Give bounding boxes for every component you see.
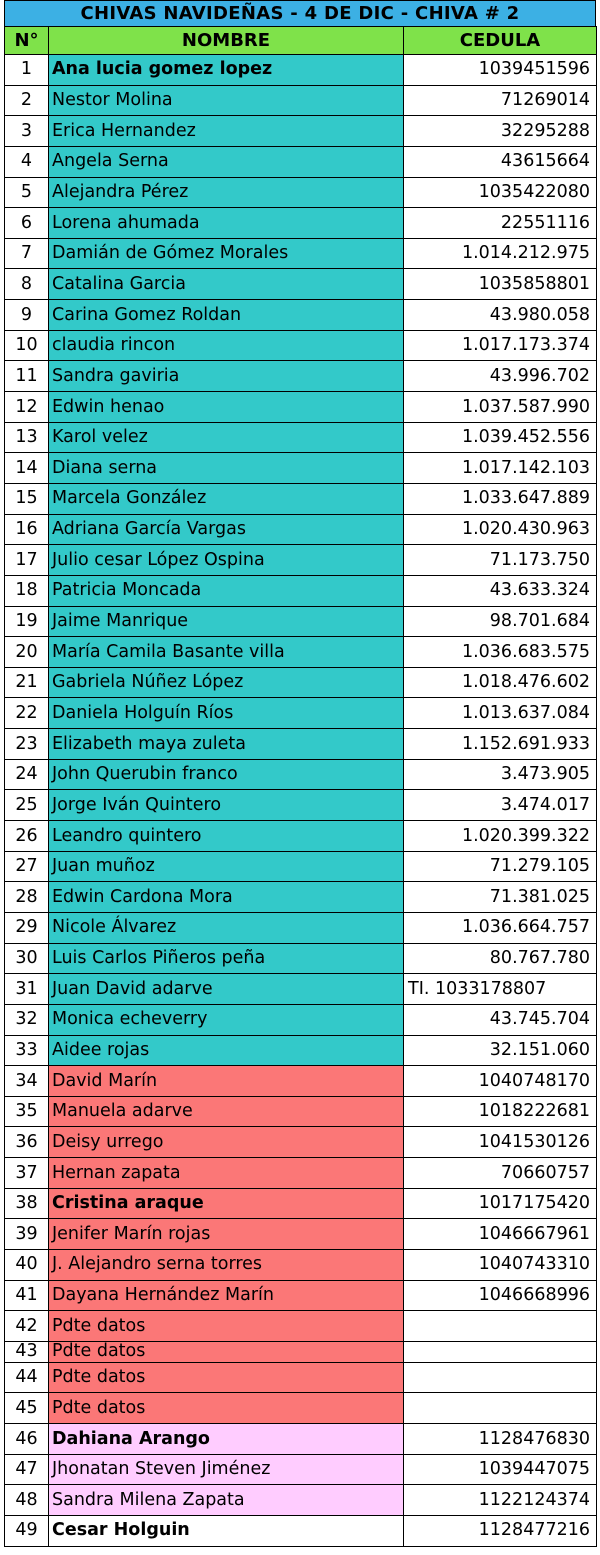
row-cedula: 1.020.430.963	[404, 514, 597, 545]
row-nombre: Lorena ahumada	[49, 208, 404, 239]
row-number: 14	[5, 453, 49, 484]
row-nombre: claudia rincon	[49, 330, 404, 361]
row-cedula: 98.701.684	[404, 606, 597, 637]
table-row	[5, 146, 597, 177]
row-number: 10	[5, 330, 49, 361]
row-cedula: 1.033.647.889	[404, 483, 597, 514]
row-cedula: 32.151.060	[404, 1035, 597, 1066]
row-number: 42	[5, 1311, 49, 1342]
row-cedula: 3.474.017	[404, 790, 597, 821]
header-number: N°	[5, 27, 49, 55]
row-cedula: 71.279.105	[404, 851, 597, 882]
row-cedula: 1128477216	[404, 1515, 597, 1546]
table-row	[5, 392, 597, 423]
row-number: 25	[5, 790, 49, 821]
row-cedula: 22551116	[404, 208, 597, 239]
row-cedula: 32295288	[404, 116, 597, 147]
table-row	[5, 821, 597, 852]
row-cedula: 1018222681	[404, 1096, 597, 1127]
row-cedula: 1035858801	[404, 269, 597, 300]
row-nombre: Pdte datos	[49, 1311, 404, 1342]
row-number: 43	[5, 1341, 49, 1362]
row-nombre: Luis Carlos Piñeros peña	[49, 943, 404, 974]
row-cedula: 71269014	[404, 85, 597, 116]
row-number: 39	[5, 1219, 49, 1250]
table-row	[5, 1515, 597, 1546]
row-number: 16	[5, 514, 49, 545]
row-cedula: 43.745.704	[404, 1004, 597, 1035]
table-row	[5, 85, 597, 116]
row-cedula: 1122124374	[404, 1485, 597, 1516]
row-cedula	[404, 1362, 597, 1393]
row-nombre: Jenifer Marín rojas	[49, 1219, 404, 1250]
table-row	[5, 1249, 597, 1280]
sheet-title: CHIVAS NAVIDEÑAS - 4 DE DIC - CHIVA # 2	[4, 0, 596, 26]
table-row	[5, 238, 597, 269]
row-cedula: 1035422080	[404, 177, 597, 208]
row-cedula: 1039451596	[404, 55, 597, 86]
row-nombre: Damián de Gómez Morales	[49, 238, 404, 269]
row-nombre: Monica echeverry	[49, 1004, 404, 1035]
row-cedula: 1040748170	[404, 1066, 597, 1097]
row-cedula: 71.381.025	[404, 882, 597, 913]
table-row	[5, 1454, 597, 1485]
table-row	[5, 1341, 597, 1362]
table-row	[5, 330, 597, 361]
row-number: 5	[5, 177, 49, 208]
table-row	[5, 453, 597, 484]
table-row	[5, 1158, 597, 1189]
table-row	[5, 177, 597, 208]
row-cedula	[404, 1341, 597, 1362]
row-nombre: Diana serna	[49, 453, 404, 484]
row-nombre: Deisy urrego	[49, 1127, 404, 1158]
row-number: 41	[5, 1280, 49, 1311]
table-row	[5, 483, 597, 514]
row-nombre: David Marín	[49, 1066, 404, 1097]
table-row	[5, 1096, 597, 1127]
row-number: 19	[5, 606, 49, 637]
table-row	[5, 1188, 597, 1219]
row-nombre: Hernan zapata	[49, 1158, 404, 1189]
row-number: 35	[5, 1096, 49, 1127]
row-number: 17	[5, 545, 49, 576]
row-cedula: 1.039.452.556	[404, 422, 597, 453]
row-number: 45	[5, 1393, 49, 1424]
row-nombre: John Querubin franco	[49, 759, 404, 790]
row-cedula: 1.036.664.757	[404, 912, 597, 943]
row-nombre: Nestor Molina	[49, 85, 404, 116]
row-cedula: 43615664	[404, 146, 597, 177]
table-row	[5, 1004, 597, 1035]
table-row	[5, 1066, 597, 1097]
row-cedula: 1.020.399.322	[404, 821, 597, 852]
table-row	[5, 1127, 597, 1158]
row-cedula: 1041530126	[404, 1127, 597, 1158]
table-row	[5, 514, 597, 545]
row-number: 47	[5, 1454, 49, 1485]
row-nombre: Pdte datos	[49, 1393, 404, 1424]
table-row	[5, 943, 597, 974]
table-row	[5, 606, 597, 637]
row-cedula: 1.036.683.575	[404, 637, 597, 668]
row-nombre: J. Alejandro serna torres	[49, 1249, 404, 1280]
row-cedula: 1128476830	[404, 1424, 597, 1455]
row-nombre: Jaime Manrique	[49, 606, 404, 637]
row-cedula: 43.633.324	[404, 575, 597, 606]
row-nombre: Dahiana Arango	[49, 1424, 404, 1455]
row-nombre: Leandro quintero	[49, 821, 404, 852]
row-cedula	[404, 1311, 597, 1342]
row-nombre: Julio cesar López Ospina	[49, 545, 404, 576]
row-nombre: Dayana Hernández Marín	[49, 1280, 404, 1311]
row-cedula: 43.980.058	[404, 300, 597, 331]
row-number: 3	[5, 116, 49, 147]
table-row	[5, 851, 597, 882]
row-number: 48	[5, 1485, 49, 1516]
table-row	[5, 1485, 597, 1516]
row-number: 20	[5, 637, 49, 668]
table-row	[5, 361, 597, 392]
row-cedula: 3.473.905	[404, 759, 597, 790]
row-number: 22	[5, 698, 49, 729]
row-cedula: 1017175420	[404, 1188, 597, 1219]
row-number: 36	[5, 1127, 49, 1158]
row-nombre: Adriana García Vargas	[49, 514, 404, 545]
row-cedula	[404, 1393, 597, 1424]
table-row	[5, 1424, 597, 1455]
row-nombre: Manuela adarve	[49, 1096, 404, 1127]
row-number: 32	[5, 1004, 49, 1035]
row-cedula: 1.018.476.602	[404, 667, 597, 698]
row-nombre: Karol velez	[49, 422, 404, 453]
row-number: 37	[5, 1158, 49, 1189]
row-number: 6	[5, 208, 49, 239]
row-nombre: Juan muñoz	[49, 851, 404, 882]
row-number: 4	[5, 146, 49, 177]
row-nombre: Cristina araque	[49, 1188, 404, 1219]
row-nombre: Pdte datos	[49, 1362, 404, 1393]
table-row	[5, 269, 597, 300]
row-number: 38	[5, 1188, 49, 1219]
table-row	[5, 545, 597, 576]
row-nombre: Erica Hernandez	[49, 116, 404, 147]
row-number: 1	[5, 55, 49, 86]
table-row	[5, 667, 597, 698]
row-nombre: Aidee rojas	[49, 1035, 404, 1066]
row-number: 12	[5, 392, 49, 423]
header-nombre: NOMBRE	[49, 27, 404, 55]
row-cedula: 1.017.142.103	[404, 453, 597, 484]
table-row	[5, 208, 597, 239]
table-row	[5, 1362, 597, 1393]
table-row	[5, 1219, 597, 1250]
row-number: 23	[5, 729, 49, 760]
table-row	[5, 1393, 597, 1424]
row-cedula: 80.767.780	[404, 943, 597, 974]
row-number: 49	[5, 1515, 49, 1546]
row-nombre: Catalina Garcia	[49, 269, 404, 300]
row-nombre: Marcela González	[49, 483, 404, 514]
table-row	[5, 300, 597, 331]
row-nombre: Daniela Holguín Ríos	[49, 698, 404, 729]
row-nombre: Elizabeth maya zuleta	[49, 729, 404, 760]
row-number: 21	[5, 667, 49, 698]
row-number: 34	[5, 1066, 49, 1097]
row-cedula: 1039447075	[404, 1454, 597, 1485]
row-number: 9	[5, 300, 49, 331]
table-row	[5, 759, 597, 790]
table-row	[5, 974, 597, 1005]
row-cedula: 1.014.212.975	[404, 238, 597, 269]
row-number: 44	[5, 1362, 49, 1393]
table-row	[5, 575, 597, 606]
table-row	[5, 912, 597, 943]
table-row	[5, 882, 597, 913]
row-nombre: Alejandra Pérez	[49, 177, 404, 208]
row-number: 29	[5, 912, 49, 943]
row-cedula: 1.017.173.374	[404, 330, 597, 361]
row-cedula: TI. 1033178807	[404, 974, 597, 1005]
row-nombre: María Camila Basante villa	[49, 637, 404, 668]
row-number: 8	[5, 269, 49, 300]
row-nombre: Gabriela Núñez López	[49, 667, 404, 698]
row-number: 13	[5, 422, 49, 453]
row-nombre: Ana lucia gomez lopez	[49, 55, 404, 86]
table-row	[5, 1035, 597, 1066]
row-nombre: Nicole Álvarez	[49, 912, 404, 943]
header-cedula: CEDULA	[404, 27, 597, 55]
row-number: 30	[5, 943, 49, 974]
row-cedula: 70660757	[404, 1158, 597, 1189]
table-row	[5, 637, 597, 668]
table-row	[5, 729, 597, 760]
row-number: 46	[5, 1424, 49, 1455]
row-nombre: Carina Gomez Roldan	[49, 300, 404, 331]
header-row	[5, 27, 597, 55]
row-nombre: Edwin henao	[49, 392, 404, 423]
row-nombre: Pdte datos	[49, 1341, 404, 1362]
table-row	[5, 698, 597, 729]
row-cedula: 1.037.587.990	[404, 392, 597, 423]
row-number: 28	[5, 882, 49, 913]
table-row	[5, 1311, 597, 1342]
row-nombre: Cesar Holguin	[49, 1515, 404, 1546]
row-number: 31	[5, 974, 49, 1005]
table-row	[5, 790, 597, 821]
row-nombre: Sandra gaviria	[49, 361, 404, 392]
row-number: 24	[5, 759, 49, 790]
row-cedula: 43.996.702	[404, 361, 597, 392]
row-nombre: Angela Serna	[49, 146, 404, 177]
row-number: 27	[5, 851, 49, 882]
row-number: 26	[5, 821, 49, 852]
table-body	[5, 55, 597, 1547]
row-nombre: Jhonatan Steven Jiménez	[49, 1454, 404, 1485]
row-nombre: Juan David adarve	[49, 974, 404, 1005]
row-nombre: Patricia Moncada	[49, 575, 404, 606]
row-cedula: 1046668996	[404, 1280, 597, 1311]
row-number: 33	[5, 1035, 49, 1066]
row-cedula: 1040743310	[404, 1249, 597, 1280]
row-nombre: Sandra Milena Zapata	[49, 1485, 404, 1516]
table-row	[5, 1280, 597, 1311]
row-cedula: 1046667961	[404, 1219, 597, 1250]
row-number: 15	[5, 483, 49, 514]
row-number: 7	[5, 238, 49, 269]
row-nombre: Jorge Iván Quintero	[49, 790, 404, 821]
row-number: 2	[5, 85, 49, 116]
table-row	[5, 422, 597, 453]
table-row	[5, 116, 597, 147]
row-cedula: 71.173.750	[404, 545, 597, 576]
row-number: 18	[5, 575, 49, 606]
row-nombre: Edwin Cardona Mora	[49, 882, 404, 913]
row-number: 11	[5, 361, 49, 392]
row-cedula: 1.152.691.933	[404, 729, 597, 760]
row-cedula: 1.013.637.084	[404, 698, 597, 729]
row-number: 40	[5, 1249, 49, 1280]
table-row	[5, 55, 597, 86]
attendee-table	[4, 26, 597, 1547]
